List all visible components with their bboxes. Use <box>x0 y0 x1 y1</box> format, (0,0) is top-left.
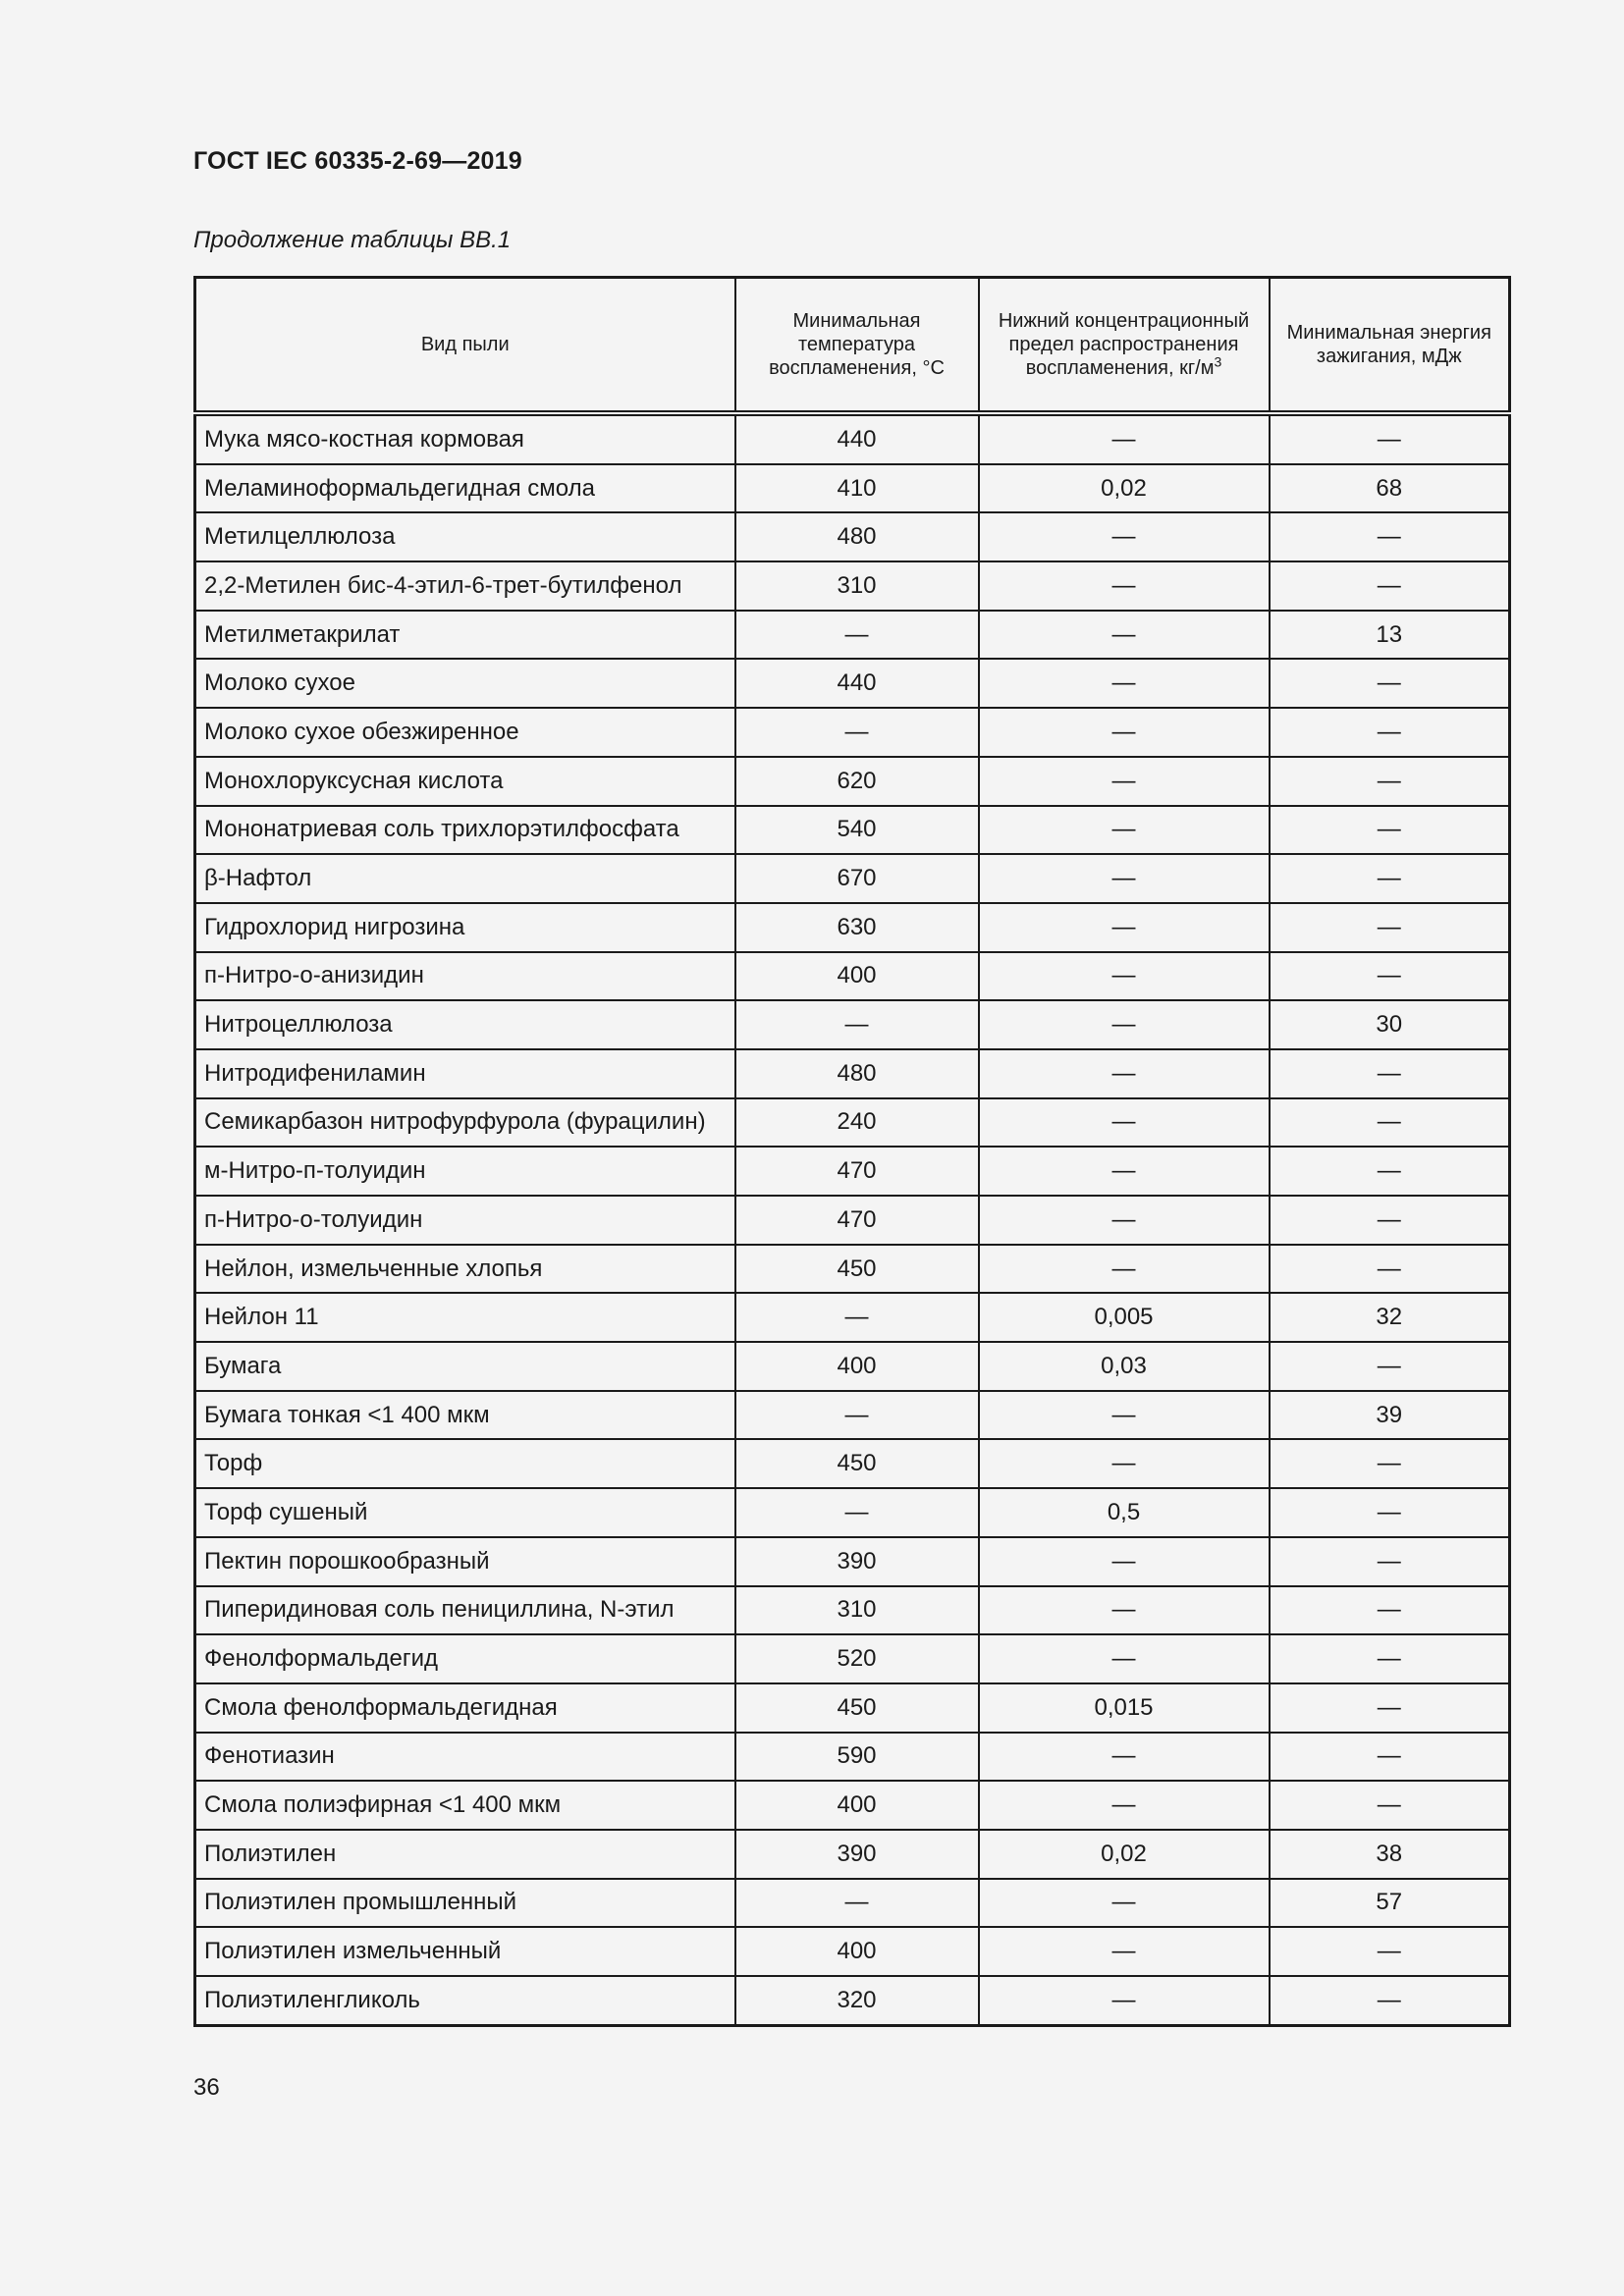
cell-lower-explosion-limit: 0,015 <box>979 1683 1270 1733</box>
cell-min-ignition-energy: — <box>1270 903 1510 952</box>
table-row <box>195 1049 1510 1098</box>
cell-lower-explosion-limit: — <box>979 1537 1270 1586</box>
cell-min-ignition-temp: 310 <box>735 561 979 611</box>
cell-min-ignition-temp: 320 <box>735 1976 979 2025</box>
cell-min-ignition-energy: — <box>1270 1245 1510 1294</box>
cell-lower-explosion-limit: — <box>979 952 1270 1001</box>
cell-lower-explosion-limit: — <box>979 1000 1270 1049</box>
cell-min-ignition-energy: 30 <box>1270 1000 1510 1049</box>
cell-min-ignition-temp: — <box>735 1391 979 1440</box>
cell-dust-type: Полиэтиленгликоль <box>195 1976 735 2025</box>
cell-min-ignition-temp: 470 <box>735 1147 979 1196</box>
column-header-dust-type: Вид пыли <box>195 278 735 414</box>
cell-min-ignition-temp: 450 <box>735 1683 979 1733</box>
cell-min-ignition-energy: — <box>1270 1586 1510 1635</box>
table-body <box>195 413 1510 2025</box>
table-row <box>195 903 1510 952</box>
cell-dust-type: Пектин порошкообразный <box>195 1537 735 1586</box>
table-header <box>195 278 1510 414</box>
cell-min-ignition-energy: — <box>1270 1439 1510 1488</box>
table-row <box>195 1976 1510 2025</box>
cell-min-ignition-energy: 57 <box>1270 1879 1510 1928</box>
cell-min-ignition-energy: — <box>1270 1196 1510 1245</box>
cell-min-ignition-energy: — <box>1270 1781 1510 1830</box>
cell-min-ignition-temp: — <box>735 708 979 757</box>
cell-lower-explosion-limit: — <box>979 757 1270 806</box>
cell-dust-type: Метилцеллюлоза <box>195 512 735 561</box>
cell-lower-explosion-limit: — <box>979 708 1270 757</box>
cell-min-ignition-energy: 39 <box>1270 1391 1510 1440</box>
cell-dust-type: Мука мясо-костная кормовая <box>195 413 735 464</box>
cell-dust-type: Нитродифениламин <box>195 1049 735 1098</box>
cell-dust-type: Фенотиазин <box>195 1733 735 1782</box>
cell-lower-explosion-limit: — <box>979 659 1270 708</box>
cell-min-ignition-temp: — <box>735 1000 979 1049</box>
table-row <box>195 1733 1510 1782</box>
cell-lower-explosion-limit: 0,03 <box>979 1342 1270 1391</box>
cell-min-ignition-temp: — <box>735 1488 979 1537</box>
cell-lower-explosion-limit: — <box>979 1781 1270 1830</box>
cell-dust-type: Полиэтилен <box>195 1830 735 1879</box>
cell-dust-type: Смола полиэфирная <1 400 мкм <box>195 1781 735 1830</box>
table-row <box>195 659 1510 708</box>
cell-dust-type: 2,2-Метилен бис-4-этил-6-трет-бутилфенол <box>195 561 735 611</box>
cell-dust-type: Смола фенолформальдегидная <box>195 1683 735 1733</box>
cell-lower-explosion-limit: — <box>979 413 1270 464</box>
table-row <box>195 611 1510 660</box>
table-row <box>195 1488 1510 1537</box>
column-header-min-ignition-energy: Минимальная энергия зажигания, мДж <box>1270 278 1510 414</box>
cell-min-ignition-temp: 670 <box>735 854 979 903</box>
cell-dust-type: Нитроцеллюлоза <box>195 1000 735 1049</box>
cell-min-ignition-temp: 480 <box>735 512 979 561</box>
cell-lower-explosion-limit: — <box>979 1586 1270 1635</box>
cell-dust-type: Мононатриевая соль трихлорэтилфосфата <box>195 806 735 855</box>
table-row <box>195 1000 1510 1049</box>
cell-lower-explosion-limit: — <box>979 1634 1270 1683</box>
cell-min-ignition-energy: — <box>1270 1488 1510 1537</box>
column-header-lower-explosion-limit <box>979 278 1270 414</box>
cell-lower-explosion-limit: — <box>979 1391 1270 1440</box>
cell-min-ignition-energy: — <box>1270 659 1510 708</box>
cell-min-ignition-energy: — <box>1270 708 1510 757</box>
table-row <box>195 1293 1510 1342</box>
cell-min-ignition-temp: 620 <box>735 757 979 806</box>
cell-dust-type: Монохлоруксусная кислота <box>195 757 735 806</box>
cell-min-ignition-energy: 13 <box>1270 611 1510 660</box>
cell-min-ignition-temp: 400 <box>735 1781 979 1830</box>
cell-min-ignition-energy: — <box>1270 1976 1510 2025</box>
cell-min-ignition-energy: — <box>1270 854 1510 903</box>
table-row <box>195 1830 1510 1879</box>
cell-dust-type: п-Нитро-о-анизидин <box>195 952 735 1001</box>
cell-lower-explosion-limit: — <box>979 1879 1270 1928</box>
cell-min-ignition-temp: — <box>735 611 979 660</box>
cell-min-ignition-temp: 390 <box>735 1830 979 1879</box>
cell-min-ignition-energy: — <box>1270 1634 1510 1683</box>
cell-lower-explosion-limit: — <box>979 1927 1270 1976</box>
column-header-lower-explosion-limit-text: Нижний концентрационный предел распространения воспламенения, кг/м <box>998 310 1250 379</box>
table-row <box>195 1586 1510 1635</box>
table-row <box>195 1927 1510 1976</box>
cell-dust-type: Бумага тонкая <1 400 мкм <box>195 1391 735 1440</box>
cell-dust-type: Нейлон 11 <box>195 1293 735 1342</box>
cell-min-ignition-energy: — <box>1270 952 1510 1001</box>
cell-min-ignition-temp: 450 <box>735 1439 979 1488</box>
cell-min-ignition-temp: 240 <box>735 1098 979 1148</box>
cell-dust-type: Молоко сухое <box>195 659 735 708</box>
table-row <box>195 1098 1510 1148</box>
column-header-min-ignition-temp: Минимальная температура воспламенения, °С <box>735 278 979 414</box>
cell-min-ignition-temp: 450 <box>735 1245 979 1294</box>
cell-min-ignition-temp: 590 <box>735 1733 979 1782</box>
table-row <box>195 952 1510 1001</box>
table-row <box>195 757 1510 806</box>
cell-min-ignition-energy: 32 <box>1270 1293 1510 1342</box>
cell-min-ignition-energy: — <box>1270 413 1510 464</box>
cell-lower-explosion-limit: — <box>979 512 1270 561</box>
cell-dust-type: Семикарбазон нитрофурфурола (фурацилин) <box>195 1098 735 1148</box>
dust-properties-table <box>193 276 1511 2027</box>
cell-lower-explosion-limit: — <box>979 1439 1270 1488</box>
cell-dust-type: Молоко сухое обезжиренное <box>195 708 735 757</box>
column-header-lower-explosion-limit-sup: 3 <box>1214 353 1222 370</box>
cell-lower-explosion-limit: — <box>979 1049 1270 1098</box>
cell-min-ignition-temp: 540 <box>735 806 979 855</box>
cell-min-ignition-temp: 410 <box>735 464 979 513</box>
cell-min-ignition-energy: — <box>1270 1098 1510 1148</box>
cell-min-ignition-temp: 400 <box>735 952 979 1001</box>
cell-lower-explosion-limit: — <box>979 903 1270 952</box>
table-header-row <box>195 278 1510 414</box>
cell-min-ignition-temp: 310 <box>735 1586 979 1635</box>
cell-dust-type: β-Нафтол <box>195 854 735 903</box>
table-row <box>195 1196 1510 1245</box>
dust-table-container <box>193 276 1508 2027</box>
cell-lower-explosion-limit: — <box>979 611 1270 660</box>
table-row <box>195 464 1510 513</box>
cell-min-ignition-energy: — <box>1270 1683 1510 1733</box>
cell-min-ignition-temp: 440 <box>735 659 979 708</box>
cell-min-ignition-temp: 520 <box>735 1634 979 1683</box>
cell-dust-type: Метилметакрилат <box>195 611 735 660</box>
cell-min-ignition-energy: — <box>1270 1537 1510 1586</box>
table-row <box>195 1634 1510 1683</box>
cell-min-ignition-temp: 400 <box>735 1927 979 1976</box>
cell-lower-explosion-limit: 0,005 <box>979 1293 1270 1342</box>
cell-dust-type: п-Нитро-о-толуидин <box>195 1196 735 1245</box>
cell-lower-explosion-limit: — <box>979 1147 1270 1196</box>
cell-lower-explosion-limit: 0,02 <box>979 464 1270 513</box>
cell-min-ignition-energy: — <box>1270 1733 1510 1782</box>
cell-min-ignition-energy: — <box>1270 1147 1510 1196</box>
table-row <box>195 1147 1510 1196</box>
cell-lower-explosion-limit: 0,02 <box>979 1830 1270 1879</box>
document-header: ГОСТ IEC 60335-2-69—2019 <box>193 147 522 175</box>
cell-min-ignition-energy: — <box>1270 757 1510 806</box>
cell-min-ignition-energy: — <box>1270 512 1510 561</box>
table-row <box>195 1245 1510 1294</box>
cell-dust-type: Гидрохлорид нигрозина <box>195 903 735 952</box>
table-row <box>195 708 1510 757</box>
cell-min-ignition-temp: — <box>735 1879 979 1928</box>
table-row <box>195 1683 1510 1733</box>
cell-dust-type: Нейлон, измельченные хлопья <box>195 1245 735 1294</box>
table-row <box>195 1391 1510 1440</box>
table-row <box>195 806 1510 855</box>
cell-min-ignition-temp: 400 <box>735 1342 979 1391</box>
cell-dust-type: Полиэтилен измельченный <box>195 1927 735 1976</box>
cell-min-ignition-temp: 440 <box>735 413 979 464</box>
table-row <box>195 1439 1510 1488</box>
cell-min-ignition-energy: 38 <box>1270 1830 1510 1879</box>
cell-dust-type: Меламиноформальдегидная смола <box>195 464 735 513</box>
cell-dust-type: Пиперидиновая соль пенициллина, N-этил <box>195 1586 735 1635</box>
cell-min-ignition-energy: — <box>1270 561 1510 611</box>
cell-dust-type: Торф сушеный <box>195 1488 735 1537</box>
cell-min-ignition-energy: 68 <box>1270 464 1510 513</box>
cell-min-ignition-temp: 630 <box>735 903 979 952</box>
table-row <box>195 512 1510 561</box>
table-row <box>195 1342 1510 1391</box>
cell-min-ignition-energy: — <box>1270 1049 1510 1098</box>
cell-lower-explosion-limit: — <box>979 1976 1270 2025</box>
cell-lower-explosion-limit: — <box>979 806 1270 855</box>
cell-dust-type: Полиэтилен промышленный <box>195 1879 735 1928</box>
table-row <box>195 854 1510 903</box>
table-caption: Продолжение таблицы ВВ.1 <box>193 227 512 253</box>
cell-min-ignition-energy: — <box>1270 1342 1510 1391</box>
table-row <box>195 561 1510 611</box>
table-row <box>195 1879 1510 1928</box>
cell-dust-type: Торф <box>195 1439 735 1488</box>
cell-lower-explosion-limit: 0,5 <box>979 1488 1270 1537</box>
table-row <box>195 413 1510 464</box>
cell-min-ignition-energy: — <box>1270 806 1510 855</box>
cell-min-ignition-temp: 480 <box>735 1049 979 1098</box>
cell-lower-explosion-limit: — <box>979 854 1270 903</box>
cell-min-ignition-temp: — <box>735 1293 979 1342</box>
cell-lower-explosion-limit: — <box>979 1245 1270 1294</box>
cell-min-ignition-temp: 470 <box>735 1196 979 1245</box>
table-row <box>195 1537 1510 1586</box>
table-row <box>195 1781 1510 1830</box>
cell-min-ignition-temp: 390 <box>735 1537 979 1586</box>
cell-lower-explosion-limit: — <box>979 1098 1270 1148</box>
cell-dust-type: м-Нитро-п-толуидин <box>195 1147 735 1196</box>
cell-lower-explosion-limit: — <box>979 561 1270 611</box>
cell-dust-type: Бумага <box>195 1342 735 1391</box>
page-number: 36 <box>193 2074 220 2101</box>
cell-lower-explosion-limit: — <box>979 1733 1270 1782</box>
cell-min-ignition-energy: — <box>1270 1927 1510 1976</box>
cell-lower-explosion-limit: — <box>979 1196 1270 1245</box>
cell-dust-type: Фенолформальдегид <box>195 1634 735 1683</box>
